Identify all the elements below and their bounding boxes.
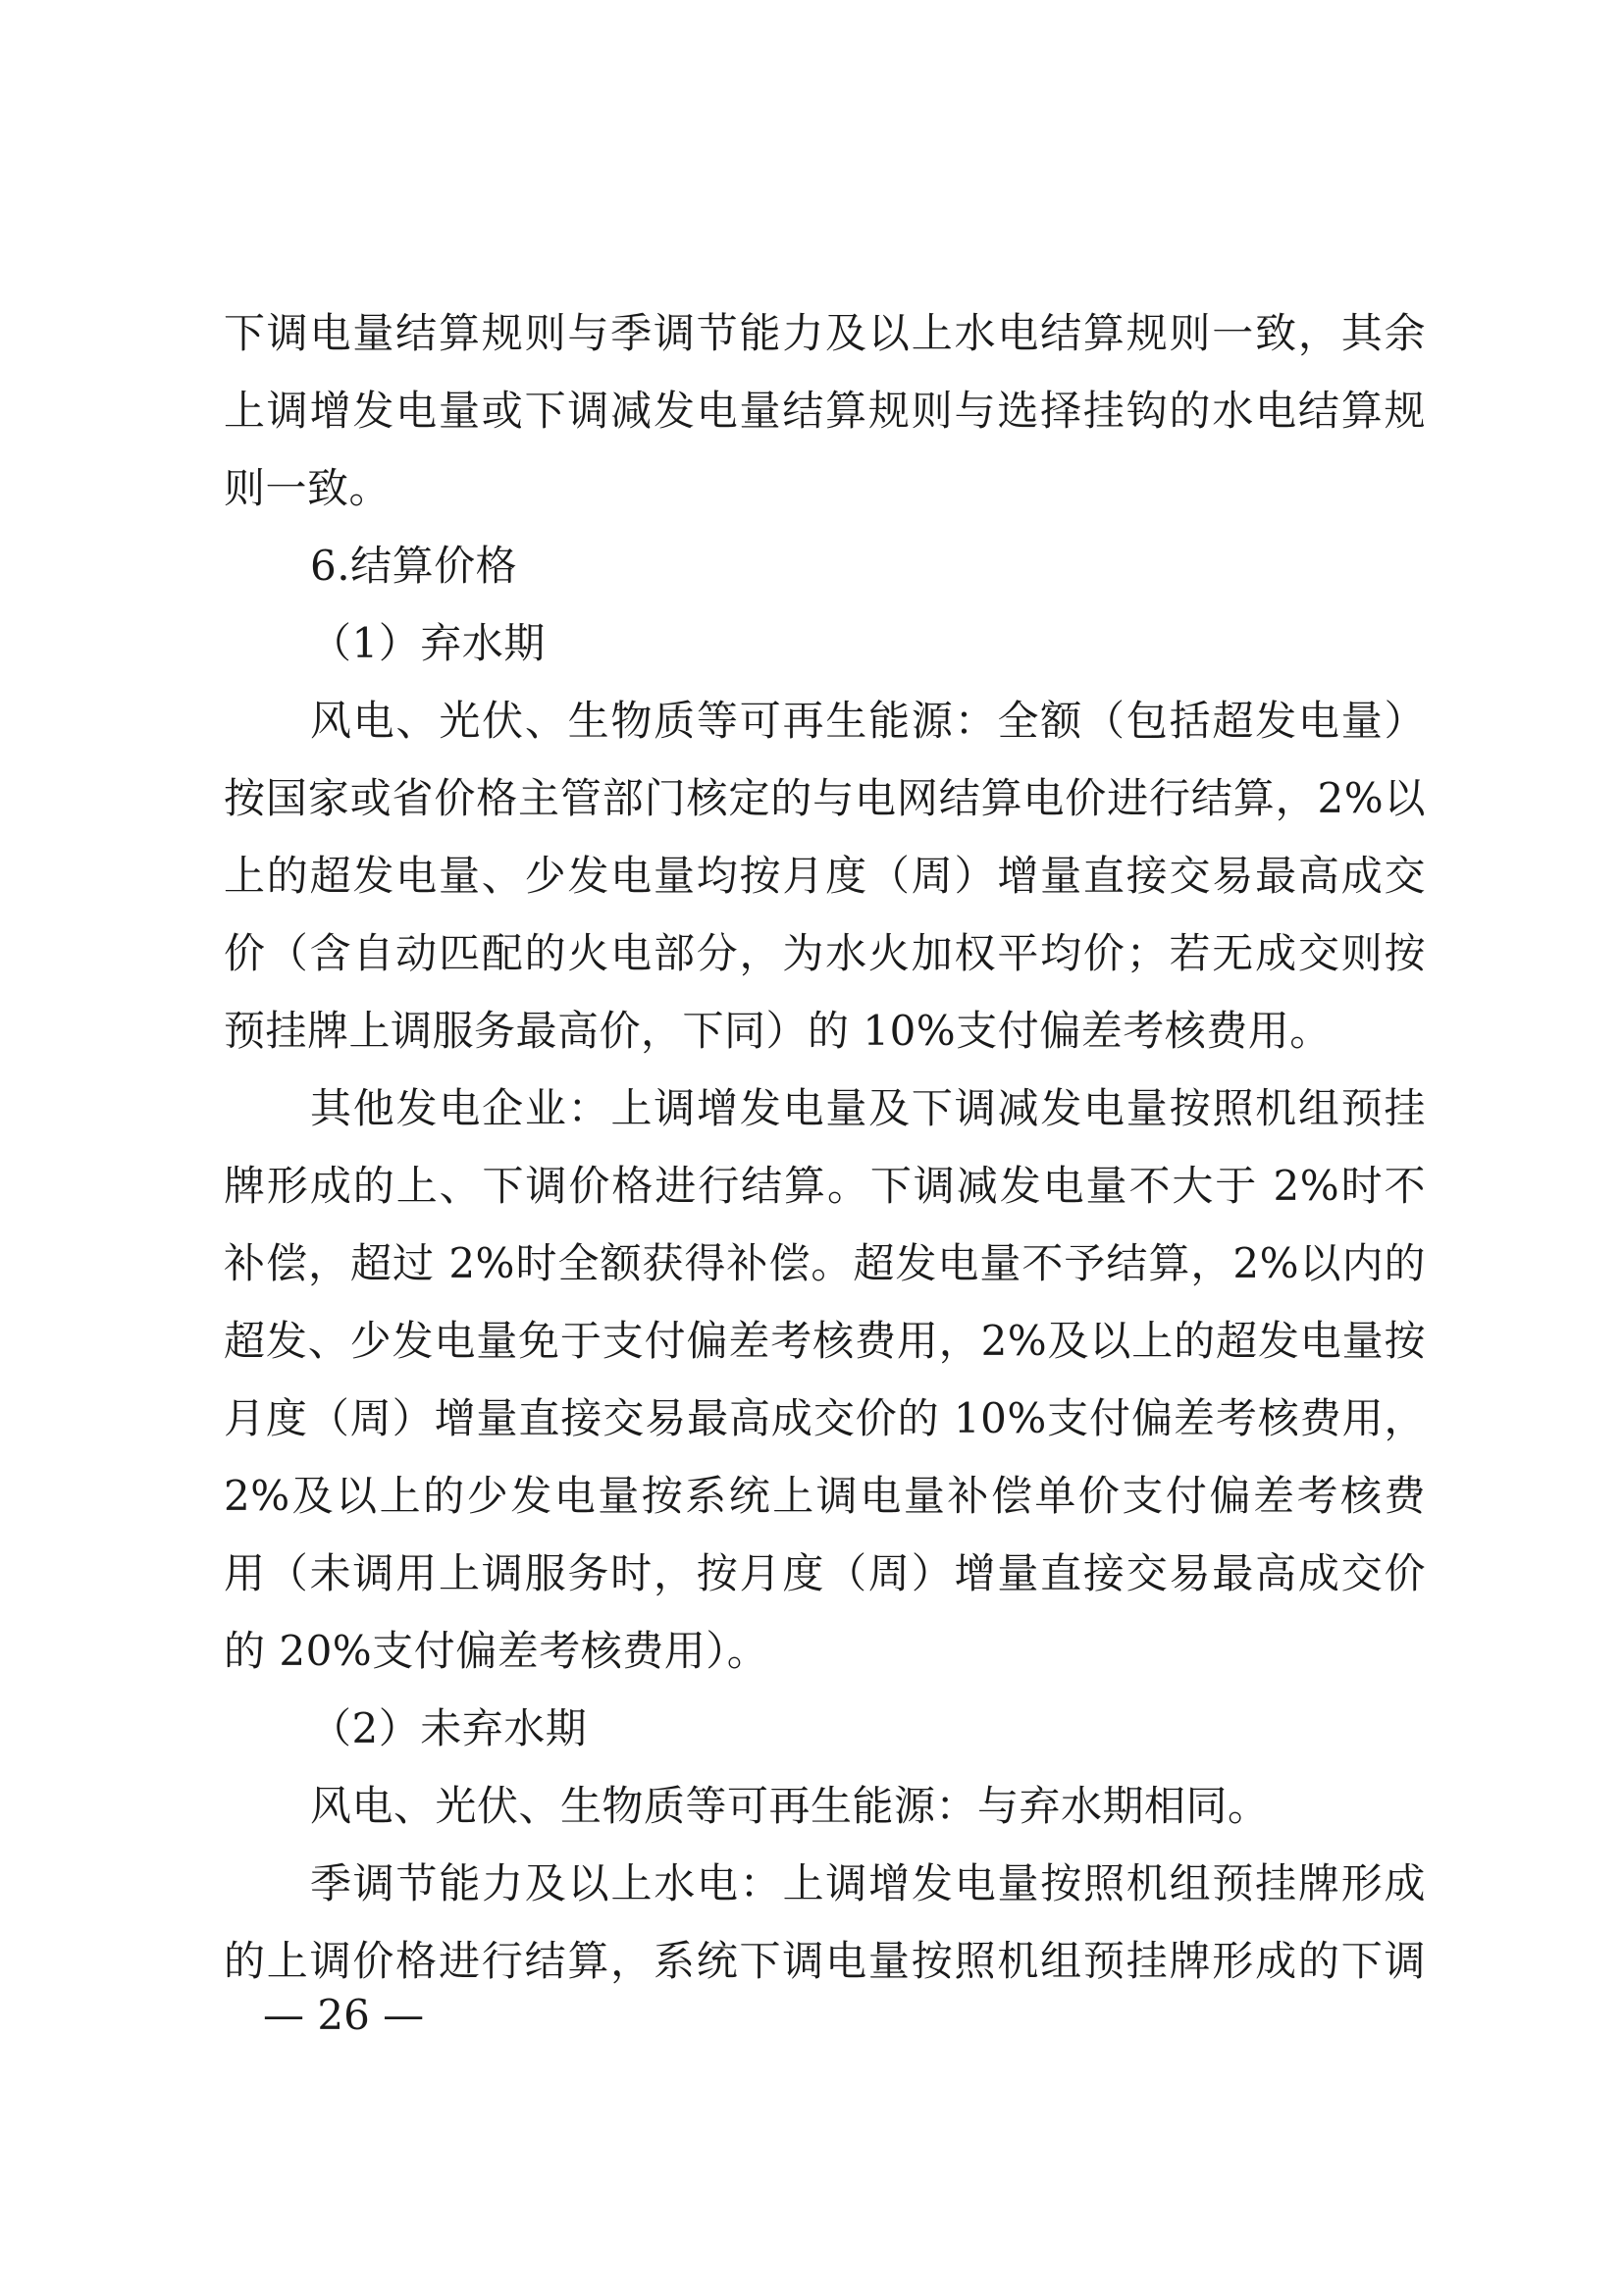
subsection-heading: （2）未弃水期: [310, 1704, 588, 1752]
text-line: 补偿，超过 2%时全额获得补偿。超发电量不予结算，2%以内的: [224, 1239, 1426, 1287]
page-number: — 26 —: [263, 1991, 425, 2039]
text-line: 其他发电企业：上调增发电量及下调减发电量按照机组预挂: [310, 1084, 1426, 1132]
text-line: 则一致。: [224, 464, 392, 512]
text-line: 牌形成的上、下调价格进行结算。下调减发电量不大于 2%时不: [224, 1162, 1426, 1210]
text-line: 风电、光伏、生物质等可再生能源：与弃水期相同。: [310, 1782, 1270, 1830]
section-heading: 6.结算价格: [310, 542, 518, 590]
body-text: [224, 294, 1426, 2000]
text-line: 上调增发电量或下调减发电量结算规则与选择挂钩的水电结算规: [224, 387, 1426, 435]
text-line: 下调电量结算规则与季调节能力及以上水电结算规则一致，其余: [224, 309, 1426, 357]
text-line: 2%及以上的少发电量按系统上调电量补偿单价支付偏差考核费: [224, 1472, 1426, 1520]
text-line: 预挂牌上调服务最高价，下同）的 10%支付偏差考核费用。: [224, 1007, 1332, 1055]
text-line: 的 20%支付偏差考核费用）。: [224, 1627, 769, 1675]
text-line: 用（未调用上调服务时，按月度（周）增量直接交易最高成交价: [224, 1549, 1426, 1597]
text-line: 价（含自动匹配的火电部分，为水火加权平均价；若无成交则按: [224, 929, 1426, 977]
text-line: 超发、少发电量免于支付偏差考核费用，2%及以上的超发电量按: [224, 1317, 1426, 1365]
subsection-heading: （1）弃水期: [310, 619, 546, 667]
text-line: 风电、光伏、生物质等可再生能源：全额（包括超发电量）: [310, 697, 1426, 745]
text-line: 按国家或省价格主管部门核定的与电网结算电价进行结算，2%以: [224, 774, 1426, 822]
text-line: 季调节能力及以上水电：上调增发电量按照机组预挂牌形成: [310, 1859, 1426, 1907]
text-line: 月度（周）增量直接交易最高成交价的 10%支付偏差考核费用，: [224, 1394, 1426, 1442]
text-line: 的上调价格进行结算，系统下调电量按照机组预挂牌形成的下调: [224, 1937, 1426, 1985]
text-line: 上的超发电量、少发电量均按月度（周）增量直接交易最高成交: [224, 852, 1426, 900]
